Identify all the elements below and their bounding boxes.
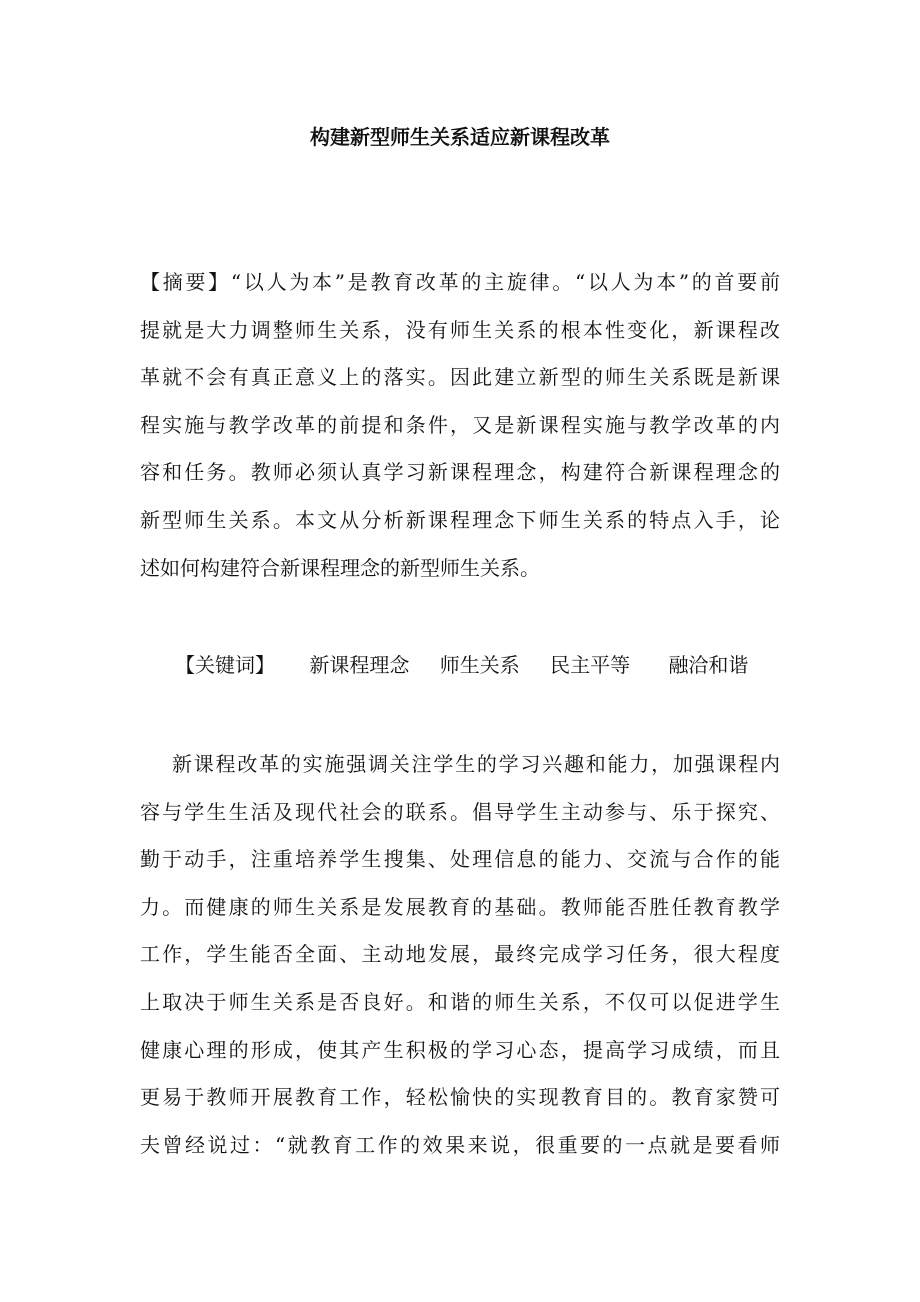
abstract-line: 程实施与教学改革的前提和条件，又是新课程实施与教学改革的内	[140, 412, 780, 437]
body-line: 更易于教师开展教育工作，轻松愉快的实现教育目的。教育家赞可	[140, 1085, 780, 1110]
abstract-line: 述如何构建符合新课程理念的新型师生关系。	[140, 555, 540, 580]
abstract-line: 容和任务。教师必须认真学习新课程理念，构建符合新课程理念的	[140, 460, 780, 485]
body-paragraph	[140, 741, 780, 1169]
keywords-label: 【关键词】	[175, 653, 275, 677]
abstract-line: 革就不会有真正意义上的落实。因此建立新型的师生关系既是新课	[140, 365, 780, 390]
body-line: 健康心理的形成，使其产生积极的学习心态，提高学习成绩，而且	[140, 1037, 780, 1062]
body-line: 力。而健康的师生关系是发展教育的基础。教师能否胜任教育教学	[140, 894, 780, 919]
abstract-line: 提就是大力调整师生关系，没有师生关系的根本性变化，新课程改	[140, 317, 780, 342]
document-title: 构建新型师生关系适应新课程改革	[310, 125, 610, 149]
abstract-paragraph	[140, 259, 780, 592]
keyword: 新课程理念	[309, 653, 410, 677]
abstract-line: 【摘要】“以人为本”是教育改革的主旋律。“以人为本”的首要前	[140, 270, 780, 294]
keyword: 民主平等	[550, 653, 631, 677]
body-line: 夫曾经说过：“就教育工作的效果来说，很重要的一点就是要看师	[140, 1132, 780, 1157]
body-line: 工作，学生能否全面、主动地发展，最终完成学习任务，很大程度	[140, 942, 780, 967]
body-line: 上取决于师生关系是否良好。和谐的师生关系，不仅可以促进学生	[140, 989, 780, 1014]
body-line: 勤于动手，注重培养学生搜集、处理信息的能力、交流与合作的能	[140, 847, 780, 872]
keywords-row	[175, 645, 772, 685]
keyword: 融洽和谐	[668, 653, 749, 677]
abstract-line: 新型师生关系。本文从分析新课程理念下师生关系的特点入手，论	[140, 507, 780, 532]
keyword: 师生关系	[439, 653, 520, 677]
body-line: 新课程改革的实施强调关注学生的学习兴趣和能力，加强课程内	[172, 752, 780, 776]
body-line: 容与学生生活及现代社会的联系。倡导学生主动参与、乐于探究、	[140, 799, 780, 824]
